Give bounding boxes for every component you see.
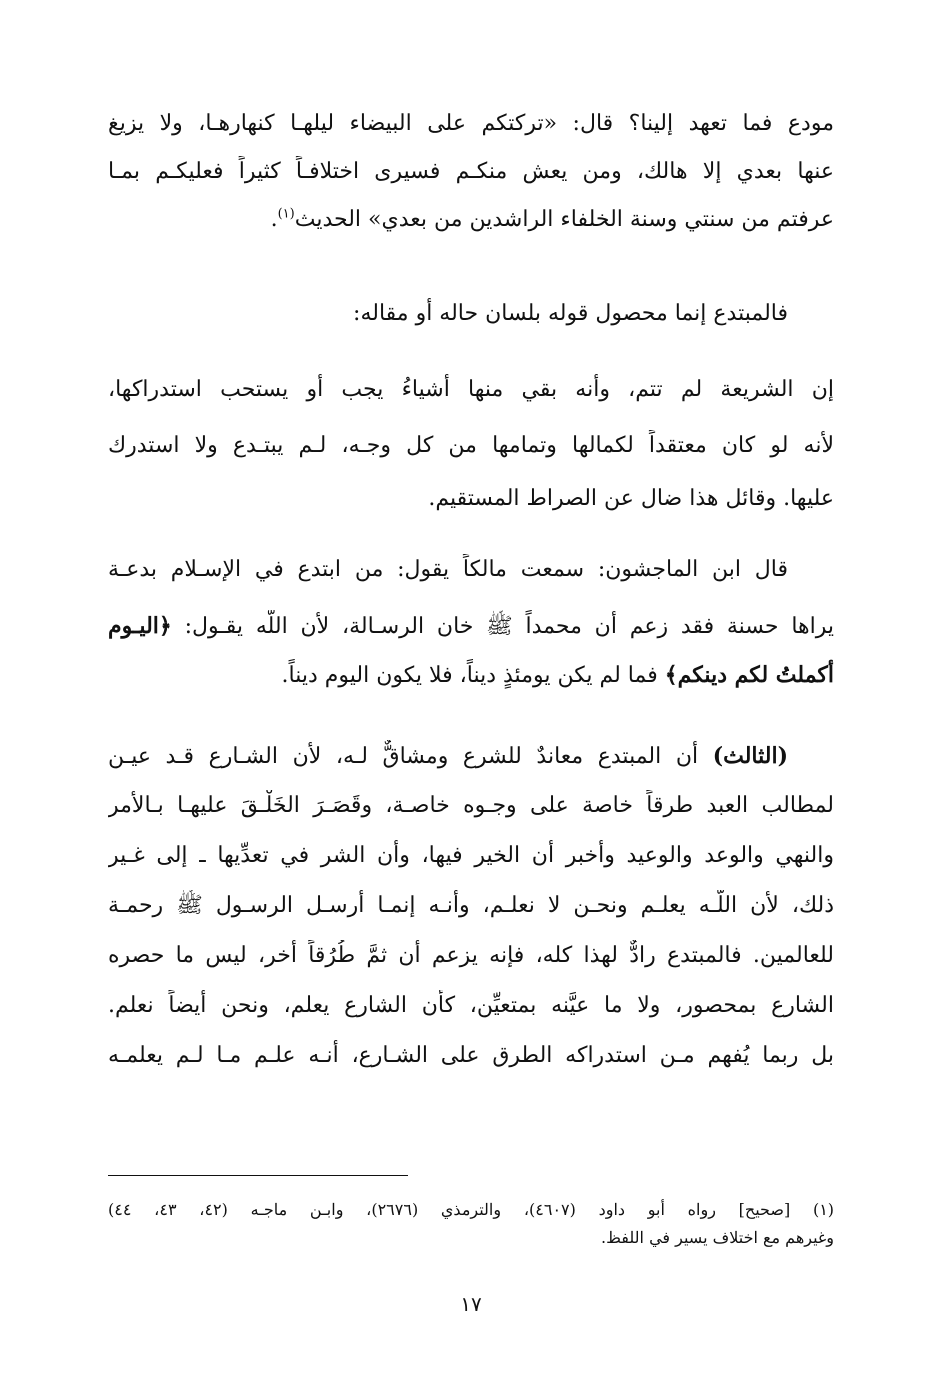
text-line: بل ربما يُفهم مـن استدراكه الطرق على الشـارع، أنـه علـم مـا لـم يعلمـه	[108, 1043, 834, 1068]
footnote-line: (١) [صحيح] رواه أبو داود (٤٦٠٧)، والترمذي (٢٦٧٦)، وابـن ماجـه (٤٢، ٤٣، ٤٤)	[108, 1200, 834, 1219]
paragraph-third-point	[108, 740, 834, 1072]
text-line: يراها حسنة فقد زعم أن محمداً ﷺ خان الرسـالة، لأن اللّه يقـول: ﴿اليـوم	[108, 613, 834, 639]
text-line: إن الشريعة لم تتم، وأنه بقي منها أشياءُ يجب أو يستحب استدراكها،	[108, 377, 834, 402]
text-line: عليها. وقائل هذا ضال عن الصراط المستقيم.	[428, 486, 834, 511]
text-line: لأنه لو كان معتقداً لكمالها وتمامها من كل وجـه، لـم يبتـدع ولا استدرك	[108, 433, 834, 458]
text-line: ذلك، لأن اللّـه يعلـم ونحـن لا نعلـم، وأنـه إنمـا أرسـل الرسـول ﷺ رحمـة	[108, 893, 834, 918]
text-line: عرفتم من سنتي وسنة الخلفاء الراشدين من بعدي» الحديث$^{(١)}$.	[270, 206, 834, 232]
paragraph-sharia-incomplete	[108, 374, 834, 515]
text-line: عنها بعدي إلا هالك، ومن يعش منكـم فسيرى اختلافـاً كثيراً فعليكـم بمـا	[108, 159, 834, 184]
text-line: قال ابن الماجشون: سمعت مالكاً يقول: من ابتدع في الإسـلام بدعـة	[108, 557, 788, 582]
text-line: الشارع بمحصور، ولا ما عيَّنه بمتعيِّن، كأن الشارع يعلم، ونحن أيضاً نعلم.	[108, 993, 834, 1018]
quran-quote: ﴿اليـوم	[108, 613, 172, 639]
text-line: والنهي والوعد والوعيد وأخبر أن الخير فيها، وأن الشر في تعدِّيها ـ إلى غـير	[108, 843, 834, 868]
text-line: مودع فما تعهد إلينا؟ قال: «تركتكم على البيضاء ليلهـا كنهارهـا، ولا يزيغ	[108, 111, 834, 136]
text-line: للعالمين. فالمبتدع رادٌّ لهذا كله، فإنه يزعم أن ثمَّ طُرُقاً أُخر، ليس ما حصره	[108, 943, 834, 968]
paragraph-hadith-continuation	[108, 108, 834, 236]
paragraph-innovator-statement	[108, 298, 834, 330]
quran-quote: أكملتُ لكم دينكم﴾	[664, 662, 834, 688]
text-line: لمطالب العبد طرقاً خاصة على وجـوه خاصـة، وقَصَـرَ الخَلْـقَ عليهـا بـالأمر	[108, 793, 834, 818]
page-number: ١٧	[460, 1292, 482, 1316]
text-line: (الثالث) أن المبتدع معاندٌ للشرع ومشاقٌّ لـه، لأن الشـارع قـد عيـن	[108, 743, 788, 769]
footnote	[108, 1196, 834, 1252]
footnote-separator	[108, 1175, 408, 1176]
footnote-line: وغيرهم مع اختلاف يسير في اللفظ.	[601, 1228, 834, 1247]
text-line: فالمبتدع إنما محصول قوله بلسان حاله أو مقاله:	[353, 301, 788, 326]
section-heading: (الثالث)	[712, 743, 788, 769]
text-line: أكملتُ لكم دينكم﴾ فما لم يكن يومئذٍ ديناً، فلا يكون اليوم ديناً.	[281, 662, 834, 688]
paragraph-ibn-majishun	[108, 554, 834, 691]
footnote-ref[interactable]: (١)	[277, 206, 295, 222]
